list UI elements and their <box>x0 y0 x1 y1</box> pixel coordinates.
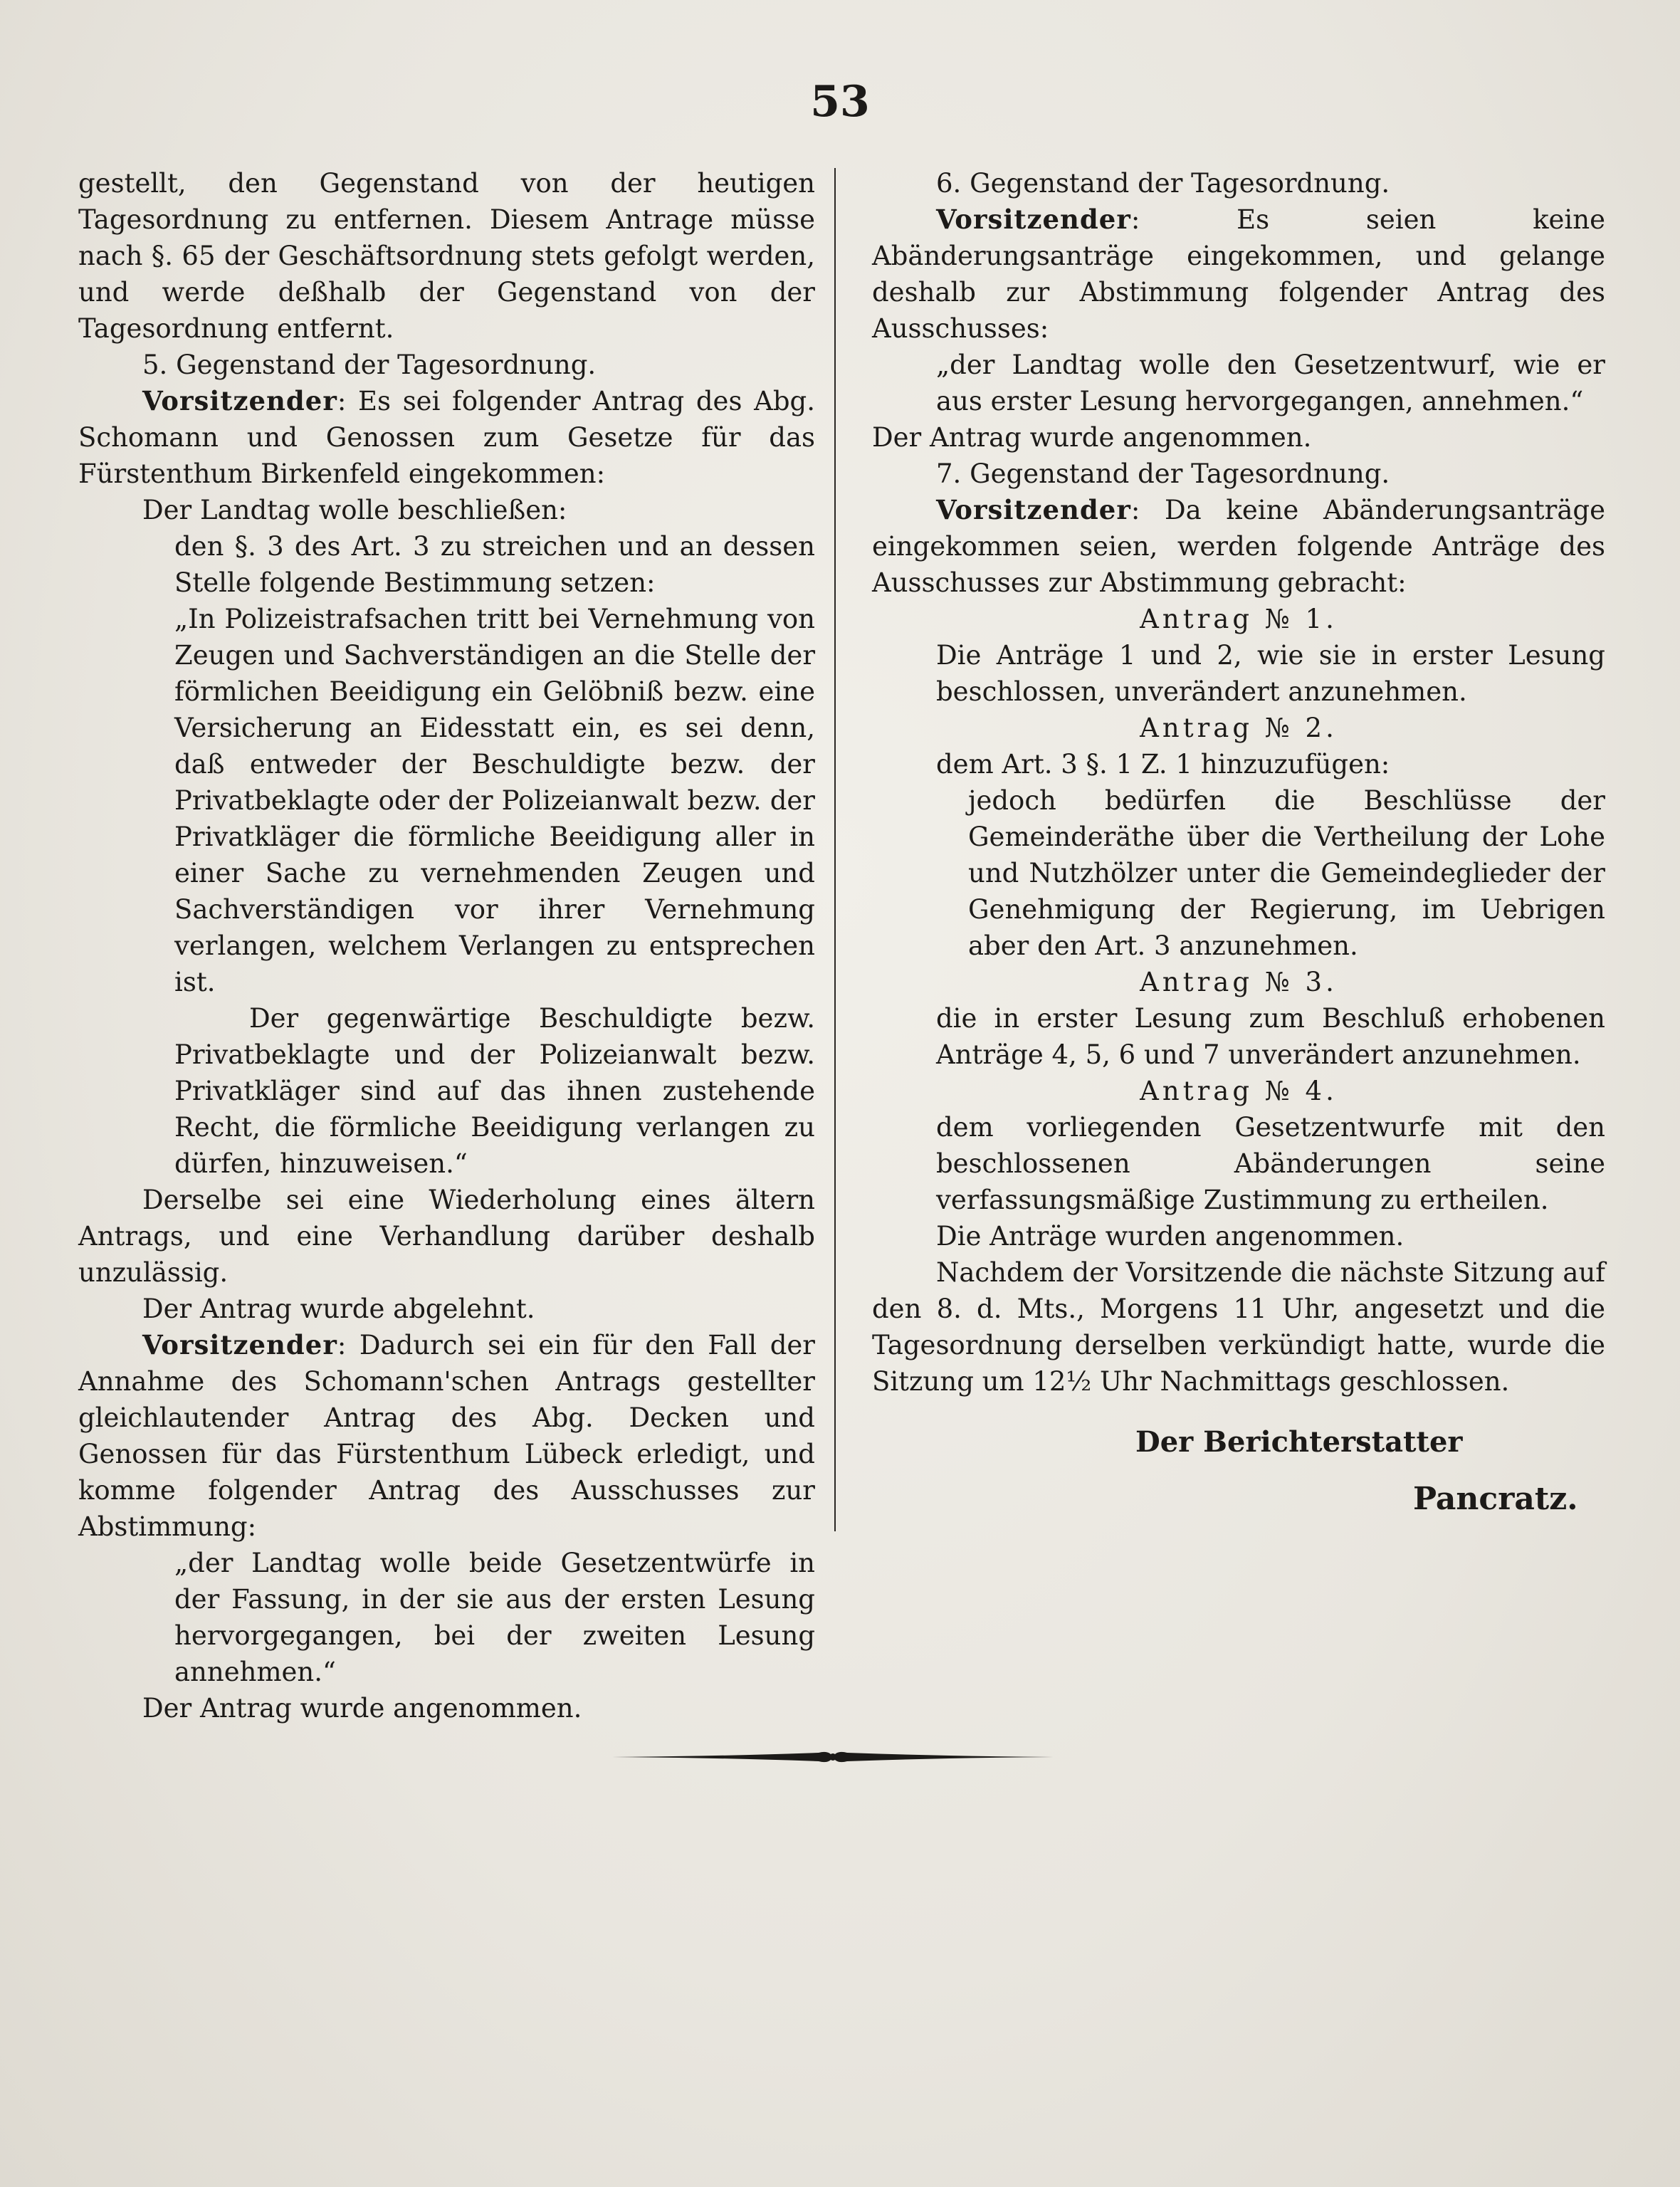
motion-heading: Antrag № 1. <box>1140 604 1338 634</box>
motion-text: Die Anträge 1 und 2, wie sie in erster Lesung beschlossen, unverändert anzunehmen. <box>936 640 1605 707</box>
motion-heading: Antrag № 4. <box>1140 1076 1338 1106</box>
result-line: Der Antrag wurde angenommen. <box>872 422 1312 453</box>
right-column <box>872 165 1605 1400</box>
speaker-text: : Da keine Abänderungsanträge eingekommen seien, werden folgende Anträge des Ausschusses zur Abstimmung gebracht: <box>872 495 1605 598</box>
speaker-paragraph <box>78 1327 815 1545</box>
paragraph: Der Landtag wolle beschließen: <box>142 495 567 525</box>
motion-quote: jedoch bedürfen die Beschlüsse der Gemeinderäthe über die Vertheilung der Lohe und Nutzhölzer unter die Gemeindeglieder der Genehmigung der Regierung, im Uebrigen aber den Art. 3 anzunehmen. <box>968 785 1605 961</box>
paragraph: gestellt, den Gegenstand von der heutigen Tagesordnung zu entfernen. Diesem Antrage müsse nach §. 65 der Geschäftsordnung stets gefolgt werden, und werde deßhalb der Gegenstand von der Tagesordnung entfernt. <box>78 168 815 344</box>
speaker-text: : Dadurch sei ein für den Fall der Annahme des Schomann'schen Antrags gestellter gleichlautender Antrag des Abg. Decken und Genossen für das Fürstenthum Lübeck erledigt, und komme folgender Antrag des Ausschusses zur Abstimmung: <box>78 1330 815 1542</box>
speaker-paragraph <box>872 201 1605 347</box>
closing-paragraph: Nachdem der Vorsitzende die nächste Sitzung auf den 8. d. Mts., Morgens 11 Uhr, angesetzt und die Tagesordnung derselben verkündigt hatte, wurde die Sitzung um 12½ Uhr Nachmittags geschlossen. <box>872 1257 1605 1397</box>
speaker-name: Vorsitzender <box>936 494 1131 525</box>
motion-text: die in erster Lesung zum Beschluß erhobenen Anträge 4, 5, 6 und 7 unverändert anzunehmen. <box>936 1003 1605 1070</box>
speaker-text: : Es sei folgender Antrag des Abg. Schomann und Genossen zum Gesetze für das Fürstenthum Birkenfeld eingekommen: <box>78 386 815 489</box>
paragraph: Derselbe sei eine Wiederholung eines ältern Antrags, und eine Verhandlung darüber deshalb unzulässig. <box>78 1185 815 1288</box>
quoted-motion: „der Landtag wolle den Gesetzentwurf, wie er aus erster Lesung hervorgegangen, annehmen.“ <box>936 350 1605 416</box>
motion-text: den §. 3 des Art. 3 zu streichen und an dessen Stelle folgende Bestimmung setzen: <box>174 531 815 598</box>
page-number: 53 <box>810 77 870 127</box>
motion-heading: Antrag № 3. <box>1140 967 1338 997</box>
result-line: Der Antrag wurde abgelehnt. <box>142 1294 535 1324</box>
motion-text: dem Art. 3 §. 1 Z. 1 hinzuzufügen: <box>936 749 1390 780</box>
motion-text: dem vorliegenden Gesetzentwurfe mit den beschlossenen Abänderungen seine verfassungsmäßige Zustimmung zu ertheilen. <box>936 1112 1605 1215</box>
speaker-name: Vorsitzender <box>936 204 1131 235</box>
signature-name: Pancratz. <box>1413 1481 1578 1517</box>
motion-heading: Antrag № 2. <box>1140 713 1338 743</box>
quoted-provision: Der gegenwärtige Beschuldigte bezw. Privatbeklagte und der Polizeianwalt bezw. Privatkläger sind auf das ihnen zustehende Recht, die förmliche Beeidigung verlangen zu dürfen, hinzuweisen.“ <box>174 1003 815 1179</box>
agenda-item-heading: 7. Gegenstand der Tagesordnung. <box>936 458 1390 489</box>
quoted-provision: „In Polizeistrafsachen tritt bei Vernehmung von Zeugen und Sachverständigen an die Stelle der förmlichen Beeidigung ein Gelöbniß bezw. eine Versicherung an Eidesstatt ein, es sei denn, daß entweder der Beschuldigte bezw. der Privatbeklagte oder der Polizeianwalt bezw. der Privatkläger die förmliche Beeidigung aller in einer Sache zu vernehmenden Zeugen und Sachverständigen vor ihrer Vernehmung verlangen, welchem Verlangen zu entsprechen ist. <box>174 604 815 997</box>
speaker-text: : Es seien keine Abänderungsanträge eingekommen, und gelange deshalb zur Abstimmung folgender Antrag des Ausschusses: <box>872 204 1605 344</box>
agenda-item-heading: 6. Gegenstand der Tagesordnung. <box>936 168 1390 199</box>
result-line: Der Antrag wurde angenommen. <box>142 1693 582 1724</box>
left-column <box>78 165 815 1726</box>
speaker-paragraph <box>872 492 1605 601</box>
ornament-divider-icon <box>612 1743 1054 1771</box>
signature-title: Der Berichterstatter <box>1135 1425 1463 1459</box>
agenda-item-heading: 5. Gegenstand der Tagesordnung. <box>142 350 597 380</box>
quoted-motion: „der Landtag wolle beide Gesetzentwürfe in der Fassung, in der sie aus der ersten Lesung hervorgegangen, bei der zweiten Lesung annehmen.“ <box>174 1548 815 1687</box>
column-divider <box>834 168 836 1531</box>
speaker-paragraph <box>78 383 815 492</box>
result-line: Die Anträge wurden angenommen. <box>936 1221 1405 1252</box>
speaker-name: Vorsitzender <box>142 385 337 416</box>
speaker-name: Vorsitzender <box>142 1329 337 1360</box>
